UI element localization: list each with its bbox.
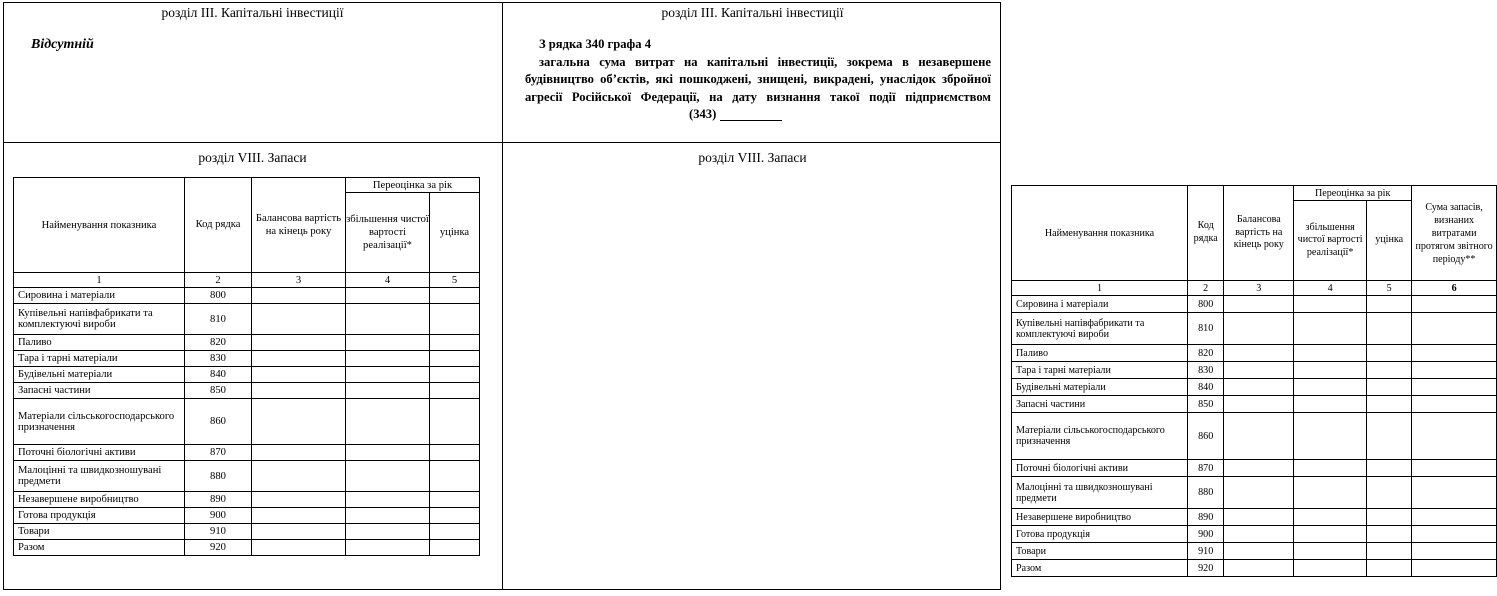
- row-value-cell[interactable]: [1294, 296, 1367, 313]
- colnum-5: 5: [1367, 281, 1412, 296]
- row-value-cell[interactable]: [1224, 526, 1294, 543]
- row-value-cell[interactable]: [346, 288, 430, 304]
- table-row: [1012, 560, 1497, 577]
- row-value-cell[interactable]: [1367, 379, 1412, 396]
- row-value-cell[interactable]: [1294, 396, 1367, 413]
- header-markdown: уцінка: [430, 193, 480, 273]
- colnum-2: 2: [185, 273, 252, 288]
- table-row: [1012, 477, 1497, 509]
- table-row: [14, 288, 480, 304]
- row-code: 910: [185, 524, 252, 540]
- row-value-cell[interactable]: [430, 351, 480, 367]
- row-value-cell[interactable]: [1412, 362, 1497, 379]
- table-row: [14, 367, 480, 383]
- row-value-cell[interactable]: [1294, 526, 1367, 543]
- row-value-cell[interactable]: [430, 304, 480, 335]
- row-value-cell[interactable]: [1294, 345, 1367, 362]
- header-name: Найменування показника: [14, 178, 185, 273]
- row-label: Матеріали сільськогосподарського призначення: [14, 399, 185, 445]
- row-code: 920: [1187, 560, 1223, 577]
- row-value-cell[interactable]: [252, 540, 346, 556]
- row-code: 870: [185, 445, 252, 461]
- row-value-cell[interactable]: [1412, 313, 1497, 345]
- row-value-cell[interactable]: [1294, 362, 1367, 379]
- row-value-cell[interactable]: [252, 524, 346, 540]
- table-row: [14, 508, 480, 524]
- row-label: Запасні частини: [14, 383, 185, 399]
- row-value-cell[interactable]: [1367, 526, 1412, 543]
- row-value-cell[interactable]: [1412, 477, 1497, 509]
- row-value-cell[interactable]: [430, 461, 480, 492]
- row-value-cell[interactable]: [252, 288, 346, 304]
- colnum-5: 5: [430, 273, 480, 288]
- row-value-cell[interactable]: [252, 304, 346, 335]
- row-label: Разом: [1012, 560, 1188, 577]
- row-code: 850: [185, 383, 252, 399]
- row-label: Готова продукція: [14, 508, 185, 524]
- row-value-cell[interactable]: [346, 351, 430, 367]
- header-balance: Балансова вартість на кінець року: [252, 178, 346, 273]
- row-label: Поточні біологічні активи: [14, 445, 185, 461]
- row-value-cell[interactable]: [1367, 477, 1412, 509]
- row-value-cell[interactable]: [1294, 313, 1367, 345]
- row-value-cell[interactable]: [1224, 345, 1294, 362]
- row-value-cell[interactable]: [430, 445, 480, 461]
- header-increase: збільшення чистої вартості реалізації*: [346, 193, 430, 273]
- row-code: 810: [1187, 313, 1223, 345]
- row-code: 860: [185, 399, 252, 445]
- row-code: 900: [185, 508, 252, 524]
- header-revaluation-group: Переоцінка за рік: [346, 178, 480, 193]
- table-row: [1012, 379, 1497, 396]
- row-value-cell[interactable]: [430, 540, 480, 556]
- header-code: Код рядка: [185, 178, 252, 273]
- table-row: [14, 445, 480, 461]
- row-value-cell[interactable]: [1294, 477, 1367, 509]
- row-value-cell[interactable]: [430, 524, 480, 540]
- table-row: [1012, 526, 1497, 543]
- row-code: 840: [185, 367, 252, 383]
- row-value-cell[interactable]: [430, 399, 480, 445]
- note-heading: З рядка 340 графа 4: [539, 37, 652, 51]
- row-label: Готова продукція: [1012, 526, 1188, 543]
- row-value-cell[interactable]: [1412, 296, 1497, 313]
- header-sum: Сума запасів, визнаних витратами протягом звітного періоду**: [1412, 186, 1497, 281]
- colnum-1: 1: [1012, 281, 1188, 296]
- table-row: [14, 461, 480, 492]
- row-value-cell[interactable]: [252, 383, 346, 399]
- row-label: Паливо: [14, 335, 185, 351]
- left-section3-title: розділ III. Капітальні інвестиції: [161, 5, 344, 20]
- row-value-cell[interactable]: [1367, 345, 1412, 362]
- row-value-cell[interactable]: [1412, 460, 1497, 477]
- row-value-cell[interactable]: [430, 492, 480, 508]
- right-page: [503, 0, 1493, 596]
- table-row: [1012, 396, 1497, 413]
- right-stock-table: [1011, 185, 1497, 577]
- row-code: 800: [185, 288, 252, 304]
- row-value-cell[interactable]: [1412, 560, 1497, 577]
- row-value-cell[interactable]: [1412, 526, 1497, 543]
- left-stock-table: [13, 177, 480, 556]
- row-label: Поточні біологічні активи: [1012, 460, 1188, 477]
- row-value-cell[interactable]: [252, 399, 346, 445]
- row-value-cell[interactable]: [346, 304, 430, 335]
- table-row: [14, 492, 480, 508]
- row-label: Сировина і матеріали: [14, 288, 185, 304]
- row-label: Запасні частини: [1012, 396, 1188, 413]
- table-row: [14, 540, 480, 556]
- header-markdown: уцінка: [1367, 201, 1412, 281]
- row-value-cell[interactable]: [1294, 543, 1367, 560]
- row-code: 830: [185, 351, 252, 367]
- row-value-cell[interactable]: [346, 540, 430, 556]
- row-code: 840: [1187, 379, 1223, 396]
- header-increase: збільшення чистої вартості реалізації*: [1294, 201, 1367, 281]
- row-value-cell[interactable]: [1294, 460, 1367, 477]
- row-value-cell[interactable]: [430, 383, 480, 399]
- row-label: Будівельні матеріали: [1012, 379, 1188, 396]
- row-code: 880: [1187, 477, 1223, 509]
- row-value-cell[interactable]: [1367, 509, 1412, 526]
- row-value-cell[interactable]: [346, 335, 430, 351]
- row-code: 880: [185, 461, 252, 492]
- row-value-cell[interactable]: [1412, 379, 1497, 396]
- table-row: [1012, 509, 1497, 526]
- row-value-cell[interactable]: [1367, 543, 1412, 560]
- header-balance: Балансова вартість на кінець року: [1224, 186, 1294, 281]
- row-value-cell[interactable]: [346, 508, 430, 524]
- header-name: Найменування показника: [1012, 186, 1188, 281]
- table-row: [1012, 313, 1497, 345]
- table-row: [1012, 543, 1497, 560]
- row-label: Малоцінні та швидкозношувані предмети: [14, 461, 185, 492]
- table-row: [1012, 362, 1497, 379]
- row-value-cell[interactable]: [1224, 362, 1294, 379]
- row-label: Купівельні напівфабрикати та комплектуючі вироби: [14, 304, 185, 335]
- row-code: 910: [1187, 543, 1223, 560]
- row-code: 820: [1187, 345, 1223, 362]
- row-value-cell[interactable]: [346, 383, 430, 399]
- row-value-cell[interactable]: [346, 445, 430, 461]
- colnum-4: 4: [346, 273, 430, 288]
- row-value-cell[interactable]: [1294, 560, 1367, 577]
- row-label: Товари: [14, 524, 185, 540]
- row-value-cell[interactable]: [1224, 396, 1294, 413]
- row-label: Товари: [1012, 543, 1188, 560]
- row-value-cell[interactable]: [252, 445, 346, 461]
- header-revaluation-group: Переоцінка за рік: [1294, 186, 1412, 201]
- row-value-cell[interactable]: [1412, 345, 1497, 362]
- colnum-1: 1: [14, 273, 185, 288]
- row-code: 830: [1187, 362, 1223, 379]
- row-value-cell[interactable]: [252, 461, 346, 492]
- row-value-cell[interactable]: [1294, 509, 1367, 526]
- row-value-cell[interactable]: [1224, 560, 1294, 577]
- table-column-number-row: [1012, 281, 1497, 296]
- row-value-cell[interactable]: [346, 399, 430, 445]
- row-code: 890: [1187, 509, 1223, 526]
- table-row: [14, 351, 480, 367]
- row-label: Тара і тарні матеріали: [14, 351, 185, 367]
- row-value-cell[interactable]: [1367, 396, 1412, 413]
- row-value-cell[interactable]: [1367, 460, 1412, 477]
- row-code: 920: [185, 540, 252, 556]
- row-value-cell[interactable]: [1412, 396, 1497, 413]
- colnum-3: 3: [252, 273, 346, 288]
- row-value-cell[interactable]: [1224, 460, 1294, 477]
- row-code: 870: [1187, 460, 1223, 477]
- right-section3-note: [525, 36, 991, 123]
- right-section8-title: розділ VIII. Запаси: [698, 150, 807, 165]
- row-value-cell[interactable]: [1367, 313, 1412, 345]
- row-value-cell[interactable]: [1294, 413, 1367, 460]
- row-value-cell[interactable]: [1367, 413, 1412, 460]
- row-value-cell[interactable]: [1224, 313, 1294, 345]
- table-row: [1012, 413, 1497, 460]
- row-code: 800: [1187, 296, 1223, 313]
- row-value-cell[interactable]: [430, 335, 480, 351]
- table-row: [1012, 296, 1497, 313]
- row-value-cell[interactable]: [252, 367, 346, 383]
- table-row: [14, 399, 480, 445]
- row-value-cell[interactable]: [1412, 509, 1497, 526]
- row-value-cell[interactable]: [252, 492, 346, 508]
- table-row: [14, 524, 480, 540]
- row-label: Будівельні матеріали: [14, 367, 185, 383]
- row-value-cell[interactable]: [252, 335, 346, 351]
- row-value-cell[interactable]: [1412, 543, 1497, 560]
- row-value-cell[interactable]: [346, 524, 430, 540]
- row-label: Паливо: [1012, 345, 1188, 362]
- row-value-cell[interactable]: [1367, 560, 1412, 577]
- right-section3-title: розділ III. Капітальні інвестиції: [661, 5, 844, 20]
- left-section8-title: розділ VIII. Запаси: [198, 150, 307, 165]
- header-code: Код рядка: [1187, 186, 1223, 281]
- table-row: [1012, 345, 1497, 362]
- row-value-cell[interactable]: [252, 508, 346, 524]
- row-label: Незавершене виробництво: [14, 492, 185, 508]
- note-code: (343): [689, 106, 717, 121]
- colnum-3: 3: [1224, 281, 1294, 296]
- table-row: [14, 304, 480, 335]
- row-code: 820: [185, 335, 252, 351]
- row-label: Малоцінні та швидкозношувані предмети: [1012, 477, 1188, 509]
- row-value-cell[interactable]: [1224, 477, 1294, 509]
- colnum-6: 6: [1412, 281, 1497, 296]
- row-value-cell[interactable]: [252, 351, 346, 367]
- table-header-row: [1012, 186, 1497, 201]
- row-value-cell[interactable]: [430, 288, 480, 304]
- table-row: [1012, 460, 1497, 477]
- colnum-4: 4: [1294, 281, 1367, 296]
- row-value-cell[interactable]: [1224, 413, 1294, 460]
- row-value-cell[interactable]: [1224, 296, 1294, 313]
- row-value-cell[interactable]: [1367, 362, 1412, 379]
- row-value-cell[interactable]: [346, 367, 430, 383]
- row-label: Незавершене виробництво: [1012, 509, 1188, 526]
- row-value-cell[interactable]: [430, 367, 480, 383]
- row-label: Купівельні напівфабрикати та комплектуючі вироби: [1012, 313, 1188, 345]
- left-page: [3, 0, 502, 596]
- row-value-cell[interactable]: [346, 461, 430, 492]
- note-body-text: загальна сума витрат на капітальні інвестиції, зокрема в незавершене будівництво об’єктів, які пошкоджені, знищені, викрадені, унаслідок збройної агресії Російської Федерації, на дату визнання такої події підприємством: [525, 55, 991, 104]
- colnum-2: 2: [1187, 281, 1223, 296]
- note-blank-line[interactable]: [720, 120, 782, 121]
- row-value-cell[interactable]: [1224, 509, 1294, 526]
- row-label: Матеріали сільськогосподарського призначення: [1012, 413, 1188, 460]
- table-row: [14, 383, 480, 399]
- left-section3-absent-note: Відсутній: [31, 37, 94, 52]
- row-label: Разом: [14, 540, 185, 556]
- row-label: Сировина і матеріали: [1012, 296, 1188, 313]
- row-value-cell[interactable]: [1224, 543, 1294, 560]
- row-value-cell[interactable]: [346, 492, 430, 508]
- row-value-cell[interactable]: [1367, 296, 1412, 313]
- table-row: [14, 335, 480, 351]
- row-code: 850: [1187, 396, 1223, 413]
- row-value-cell[interactable]: [430, 508, 480, 524]
- row-value-cell[interactable]: [1412, 413, 1497, 460]
- note-body: [525, 54, 991, 123]
- row-value-cell[interactable]: [1294, 379, 1367, 396]
- row-code: 900: [1187, 526, 1223, 543]
- left-stock-table-body: [14, 288, 480, 556]
- row-code: 890: [185, 492, 252, 508]
- row-value-cell[interactable]: [1224, 379, 1294, 396]
- table-header-row: [14, 178, 480, 193]
- row-code: 860: [1187, 413, 1223, 460]
- right-stock-table-body: [1012, 296, 1497, 577]
- table-column-number-row: [14, 273, 480, 288]
- row-label: Тара і тарні матеріали: [1012, 362, 1188, 379]
- row-code: 810: [185, 304, 252, 335]
